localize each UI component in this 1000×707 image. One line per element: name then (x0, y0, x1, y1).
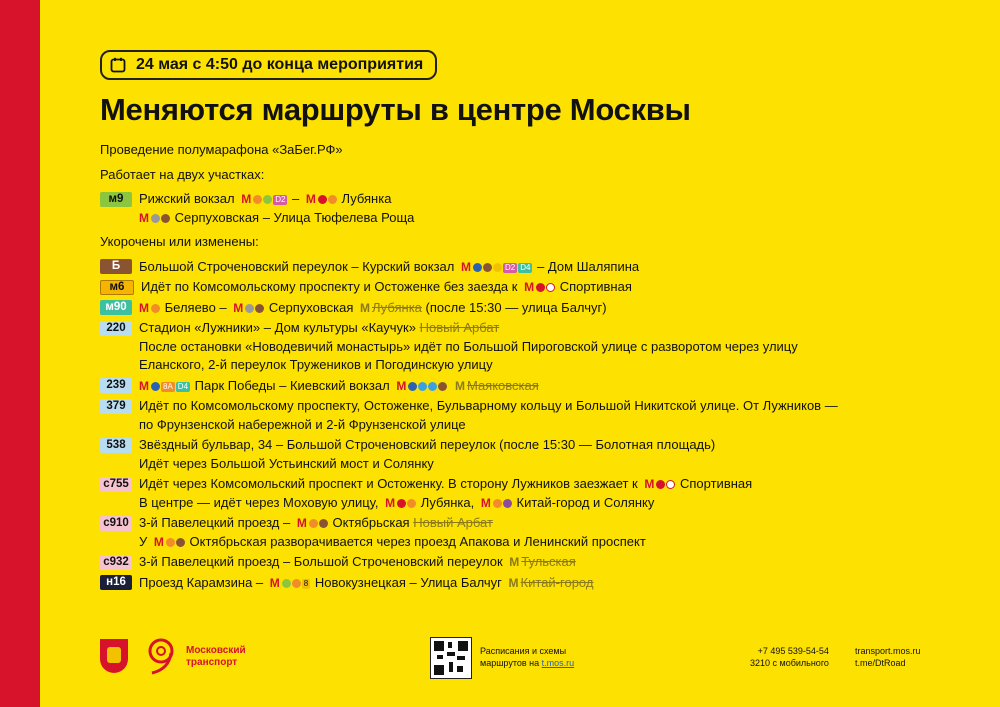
route-text: Лубянка, (420, 494, 475, 510)
route-text: Идёт по Комсомольскому проспекту, Остоженке, Бульварному кольцу и Большой Никитской улице. От Лужников — (139, 398, 838, 413)
metro-icon: М (644, 477, 655, 491)
metro-icon: М (460, 259, 471, 274)
metro-icon: М (153, 534, 164, 549)
route-239 (100, 377, 980, 396)
metro-icon: М (385, 495, 396, 510)
metro-icon: М (233, 300, 244, 315)
route-text: Идёт через Большой Устьинский мост и Солянку (139, 455, 434, 471)
line-dot-icon (546, 283, 555, 292)
metro-icon: М (508, 575, 519, 590)
line-dot-icon (493, 499, 502, 508)
line-dot-icon (408, 382, 417, 391)
route-text: В центре — идёт через Моховую улицу, (139, 494, 379, 510)
route-text: Звёздный бульвар, 34 – Большой Строченовский переулок (после 15:30 — Болотная площадь) (139, 437, 716, 452)
date-badge (100, 50, 437, 80)
route-text: 3-й Павелецкий проезд – (139, 515, 291, 530)
metro-icon: М (139, 300, 149, 315)
route-text: Большой Строченовский переулок – Курский вокзал (139, 258, 455, 274)
route-b (100, 258, 980, 277)
line-dot-icon (255, 304, 264, 313)
metro-icon: М (269, 575, 280, 590)
mcd-icon: D4 (520, 262, 531, 272)
moscow-crest-icon (100, 639, 128, 673)
line-dot-icon (282, 579, 291, 588)
line-dot-icon (493, 263, 502, 272)
metro-icon: М (396, 378, 407, 393)
route-text: Беляево – (164, 299, 231, 315)
metro-icon: М (454, 378, 465, 393)
metro-icon: М (524, 280, 535, 294)
route-text: Идёт через Комсомольский проспект и Остоженку. В сторону Лужников заезжает к (139, 476, 638, 491)
route-text: Спортивная (559, 279, 632, 294)
metro-icon: М (480, 495, 491, 510)
line-dot-icon (309, 519, 318, 528)
cancelled-stop: Лубянка (372, 299, 422, 315)
metro-icon: М (139, 210, 149, 225)
line-dot-icon (428, 382, 437, 391)
line-dot-icon (319, 519, 328, 528)
cancelled-stop: Маяковская (466, 377, 539, 393)
route-m6 (100, 278, 980, 297)
line-dot-icon (656, 480, 665, 489)
cancelled-stop: Новый Арбат (413, 515, 493, 530)
route-text: Стадион «Лужники» – Дом культуры «Каучук» (139, 320, 416, 335)
route-c910 (100, 514, 980, 551)
route-c755 (100, 475, 980, 512)
route-badge: 379 (100, 399, 132, 414)
schedule-info: Расписания и схемы маршрутов на t.mos.ru (480, 646, 575, 668)
route-n16 (100, 574, 980, 593)
footer (100, 635, 980, 685)
metro-icon: М (360, 300, 370, 315)
metro-icon: М (509, 555, 520, 569)
announcement (100, 50, 980, 594)
route-badge: м9 (100, 192, 132, 207)
line-dot-icon (176, 538, 185, 547)
section-shortened: Укорочены или изменены: (100, 234, 259, 249)
site-link[interactable]: transport.mos.ru (855, 646, 921, 656)
section-two-parts: Работает на двух участках: (100, 167, 265, 182)
line-dot-icon (473, 263, 482, 272)
moscow-transport-logo-icon (144, 637, 178, 675)
route-text: Серпуховская (268, 299, 354, 315)
cancelled-stop: Китай-город (520, 574, 594, 590)
route-text: Новокузнецкая – Улица Балчуг (314, 574, 502, 590)
route-text: У (139, 533, 148, 549)
line-dot-icon (438, 382, 447, 391)
route-379 (100, 397, 980, 434)
route-text: Октябрьская (332, 515, 410, 530)
site-info (855, 645, 921, 669)
cancelled-stop: Новый Арбат (419, 320, 500, 335)
route-text: – (292, 191, 303, 206)
route-badge: 538 (100, 438, 132, 453)
line-dot-icon (407, 499, 416, 508)
route-text: Лубянка (341, 191, 392, 206)
route-badge: 239 (100, 378, 132, 393)
route-text: После остановки «Новодевичий монастырь» идёт по Большой Пироговской улице с разворотом через улицу (139, 338, 798, 354)
line-dot-icon (666, 480, 675, 489)
mcd-icon: 8 (303, 578, 309, 588)
route-220 (100, 319, 980, 375)
route-badge: м6 (100, 280, 134, 295)
telegram-link[interactable]: t.me/DtRoad (855, 658, 906, 668)
route-badge: с932 (100, 555, 132, 570)
mcd-icon: 8A (163, 381, 173, 391)
line-dot-icon (151, 382, 160, 391)
route-text: Китай-город и Солянку (516, 494, 655, 510)
route-badge: с755 (100, 477, 132, 492)
date-text: 24 мая с 4:50 до конца мероприятия (136, 56, 424, 73)
line-dot-icon (253, 195, 262, 204)
route-badge: с910 (100, 516, 132, 531)
line-dot-icon (161, 214, 170, 223)
line-dot-icon (397, 499, 406, 508)
line-dot-icon (151, 214, 160, 223)
route-text: 3-й Павелецкий проезд – Большой Строченовский переулок (139, 554, 503, 569)
line-dot-icon (292, 579, 301, 588)
cancelled-stop: Тульская (521, 554, 576, 569)
metro-icon: М (305, 192, 316, 206)
route-text: (после 15:30 — улица Балчуг) (425, 299, 607, 315)
route-m9 (100, 190, 980, 227)
route-text: Серпуховская – Улица Тюфелева Роща (174, 209, 415, 225)
mcd-icon: D2 (275, 195, 286, 204)
route-text: по Фрунзенской набережной и 2-й Фрунзенской улице (139, 416, 466, 432)
qr-code[interactable] (430, 637, 472, 679)
line-dot-icon (328, 195, 337, 204)
route-badge: н16 (100, 575, 132, 590)
line-dot-icon (503, 499, 512, 508)
line-dot-icon (263, 195, 272, 204)
logo-text: Московский транспорт (186, 645, 246, 668)
line-dot-icon (166, 538, 175, 547)
mcd-icon: D4 (177, 381, 189, 391)
route-text: Рижский вокзал (139, 191, 235, 206)
route-text: Еланского, 2-й переулок Тружеников и Погодинскую улицу (139, 357, 493, 372)
route-m90 (100, 299, 980, 318)
metro-icon: М (296, 516, 307, 530)
line-dot-icon (245, 304, 254, 313)
line-dot-icon (318, 195, 327, 204)
route-text: Спортивная (680, 476, 753, 491)
left-red-stripe (0, 0, 40, 707)
subtitle: Проведение полумарафона «ЗаБег.РФ» (100, 142, 343, 157)
tmos-link[interactable]: t.mos.ru (541, 658, 575, 668)
line-dot-icon (483, 263, 492, 272)
line-dot-icon (536, 283, 545, 292)
route-text: Октябрьская разворачивается через проезд Апакова и Ленинский проспект (189, 533, 646, 549)
route-badge: Б (100, 259, 132, 274)
route-badge: 220 (100, 321, 132, 336)
line-dot-icon (151, 304, 160, 313)
page-title: Меняются маршруты в центре Москвы (100, 92, 691, 127)
route-text: Парк Победы – Киевский вокзал (194, 377, 390, 393)
route-text: – Дом Шаляпина (533, 258, 640, 274)
route-538 (100, 436, 980, 473)
phone-info: +7 495 539-54-54 3210 с мобильного (750, 646, 829, 668)
route-badge: м90 (100, 300, 132, 315)
line-dot-icon (418, 382, 427, 391)
route-c932 (100, 553, 980, 572)
mcd-icon: D2 (504, 262, 516, 272)
metro-icon: М (139, 378, 149, 393)
metro-icon: М (241, 192, 252, 206)
calendar-icon (110, 57, 126, 73)
route-text: Проезд Карамзина – (139, 574, 264, 590)
route-text: Идёт по Комсомольскому проспекту и Остоженке без заезда к (141, 279, 518, 294)
